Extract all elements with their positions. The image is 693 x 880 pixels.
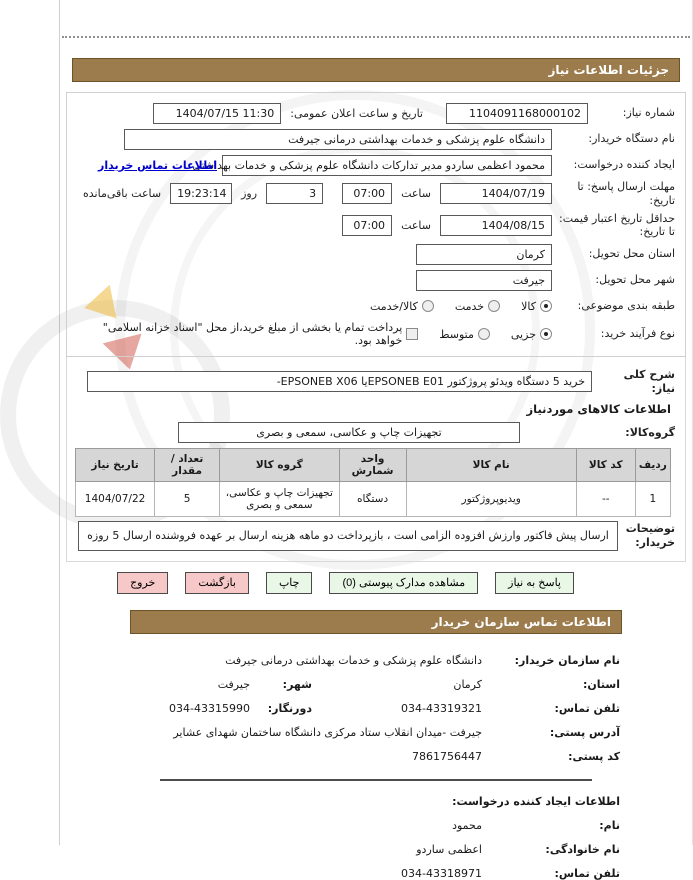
row-postal-code: [80, 750, 620, 763]
row-last-name: [80, 843, 620, 856]
checkbox-icon[interactable]: [406, 328, 418, 340]
radio-selected-icon[interactable]: [540, 300, 552, 312]
row-province-city: [80, 678, 620, 691]
details-section-header: جزئیات اطلاعات نیاز: [72, 58, 680, 82]
contact-city-value: جیرفت: [217, 677, 250, 691]
price-validity-label: حداقل تاریخ اعتبار قیمت: تا تاریخ:: [559, 211, 675, 239]
row-creator-phone: [80, 867, 620, 880]
cell-row-number: 1: [635, 481, 670, 516]
delivery-city-field[interactable]: جیرفت: [416, 270, 552, 291]
category-option-goods-service[interactable]: [370, 300, 434, 313]
need-number-field[interactable]: 1104091168000102: [446, 103, 588, 124]
general-description-field[interactable]: خرید 5 دستگاه ویدئو پروژکتور EPSONEB E01یا EPSONEB X06-: [87, 371, 592, 392]
items-fieldset: [66, 357, 686, 562]
row-purchase-process: [77, 321, 675, 347]
postal-address-value: جیرفت -میدان انقلاب ستاد مرکزی دانشگاه ساختمان شهدای عشایر: [173, 725, 482, 739]
top-dotted-divider: [62, 0, 690, 38]
radio-icon[interactable]: [478, 328, 490, 340]
request-creator-label: ایجاد کننده درخواست:: [573, 158, 675, 172]
radio-selected-icon[interactable]: [540, 328, 552, 340]
row-general-description: [77, 368, 675, 396]
goods-group-label: گروه‌کالا:: [625, 425, 675, 439]
col-item-name: نام کالا: [406, 448, 576, 481]
contact-phone-label: تلفن تماس:: [554, 701, 620, 715]
action-buttons-row: [60, 572, 574, 594]
row-subject-category: [77, 295, 675, 317]
required-items-header: اطلاعات کالاهای موردنیاز: [526, 401, 671, 416]
treasury-docs-option[interactable]: [93, 321, 418, 347]
row-goods-group: [77, 422, 675, 444]
table-row: [76, 481, 671, 516]
col-item-group: گروه کالا: [220, 448, 340, 481]
creator-phone-label: تلفن تماس:: [554, 866, 620, 880]
category-option-service[interactable]: [455, 300, 500, 313]
treasury-docs-label: پرداخت تمام یا بخشی از مبلغ خرید،از محل "اسناد خزانه اسلامی" خواهد بود.: [102, 321, 403, 347]
postal-code-label: کد پستی:: [568, 749, 620, 763]
remaining-hours-label: ساعت باقی‌مانده: [83, 187, 162, 201]
col-item-code: کد کالا: [576, 448, 635, 481]
row-delivery-city: [77, 269, 675, 291]
items-table: [75, 448, 671, 517]
subject-category-label: طبقه بندی موضوعی:: [577, 299, 675, 313]
need-number-label: شماره نیاز:: [622, 106, 675, 120]
category-option-goods-service-label: کالا/خدمت: [370, 299, 418, 313]
cell-unit: دستگاه: [339, 481, 406, 516]
request-creator-info-header: اطلاعات ایجاد کننده درخواست:: [452, 794, 620, 808]
deadline-hour-label: ساعت: [401, 187, 431, 201]
buyer-notes-label: توضیحات خریدار:: [625, 521, 675, 549]
contact-city-label: شهر:: [282, 677, 312, 691]
response-deadline-date-field[interactable]: 1404/07/19: [440, 183, 552, 204]
col-row-number: ردیف: [635, 448, 670, 481]
cell-quantity: 5: [155, 481, 220, 516]
exit-button[interactable]: خروج: [117, 572, 168, 594]
cell-item-name: ویدیوپروژکتور: [406, 481, 576, 516]
goods-group-field[interactable]: تجهیزات چاپ و عکاسی، سمعی و بصری: [178, 422, 520, 443]
response-deadline-label: مهلت ارسال پاسخ: تا تاریخ:: [577, 180, 675, 207]
process-option-minor[interactable]: [511, 328, 552, 341]
purchase-process-label: نوع فرآیند خرید:: [600, 327, 675, 341]
process-option-medium-label: متوسط: [439, 327, 474, 341]
row-delivery-province: [77, 243, 675, 265]
last-name-value: اعظمی ساردو: [416, 842, 482, 856]
row-need-number: [77, 102, 675, 124]
items-table-header-row: [76, 448, 671, 481]
category-option-service-label: خدمت: [454, 299, 485, 313]
price-validity-date-field[interactable]: 1404/08/15: [440, 215, 552, 236]
contact-province-label: استان:: [583, 677, 620, 691]
row-phone-fax: [80, 702, 620, 715]
category-option-goods[interactable]: [521, 300, 552, 313]
announce-datetime-field[interactable]: 1404/07/15 11:30: [153, 103, 281, 124]
buyer-notes-field[interactable]: ارسال پیش فاکتور وارزش افزوده الزامی است ، بازپرداخت دو ماهه هزینه ارسال بر عهده فروشنده ارسال 5 روزه: [78, 521, 618, 551]
section-divider: [160, 779, 592, 781]
radio-icon[interactable]: [422, 300, 434, 312]
col-need-date: تاریخ نیاز: [76, 448, 155, 481]
org-name-label: نام سازمان خریدار:: [514, 653, 620, 667]
delivery-province-label: استان محل تحویل:: [588, 247, 675, 261]
request-creator-field[interactable]: محمود اعظمی ساردو مدیر تدارکات دانشگاه علوم پزشکی و خدمات بهداشتی: [222, 155, 552, 176]
row-request-creator: [77, 154, 675, 176]
row-buyer-notes: [77, 521, 675, 551]
radio-icon[interactable]: [488, 300, 500, 312]
buyer-org-label: نام دستگاه خریدار:: [588, 132, 675, 146]
process-option-minor-label: جزیی: [510, 327, 536, 341]
first-name-value: محمود: [452, 818, 482, 832]
row-price-validity: [77, 212, 675, 240]
creator-phone-value: 034-43318971: [401, 866, 482, 880]
contact-section-header: اطلاعات تماس سازمان خریدار: [130, 610, 622, 634]
view-attachments-button[interactable]: مشاهده مدارک پیوستی (0): [329, 572, 478, 594]
col-quantity: تعداد / مقدار: [155, 448, 220, 481]
contact-province-value: کرمان: [453, 677, 482, 691]
last-name-label: نام خانوادگی:: [545, 842, 620, 856]
contact-fax-label: دورنگار:: [267, 701, 312, 715]
contact-phone-value: 034-43319321: [401, 701, 482, 715]
remaining-time-field: 19:23:14: [170, 183, 232, 204]
response-deadline-time-field[interactable]: 07:00: [342, 183, 392, 204]
price-validity-time-field[interactable]: 07:00: [342, 215, 392, 236]
row-first-name: [80, 819, 620, 832]
category-option-goods-label: کالا: [521, 299, 536, 313]
contact-fax-value: 034-43315990: [169, 701, 250, 715]
need-details-page: [59, 0, 693, 880]
row-buyer-org: [77, 128, 675, 150]
org-name-value: دانشگاه علوم پزشکی و خدمات بهداشتی درمانی جیرفت: [225, 653, 482, 667]
delivery-province-field[interactable]: کرمان: [416, 244, 552, 265]
first-name-label: نام:: [599, 818, 620, 832]
process-option-medium[interactable]: [439, 328, 490, 341]
general-description-label: شرح کلی نیاز:: [623, 368, 675, 395]
print-button[interactable]: چاپ: [266, 572, 313, 594]
back-button[interactable]: بازگشت: [185, 572, 249, 594]
buyer-contact-link[interactable]: اطلاعات تماس خریدار: [97, 158, 217, 172]
row-postal-address: [80, 726, 620, 739]
need-info-fieldset: [66, 92, 686, 357]
col-unit: واحد شمارش: [339, 448, 406, 481]
cell-item-code: --: [576, 481, 635, 516]
validity-hour-label: ساعت: [401, 218, 431, 232]
remaining-days-field: 3: [266, 183, 323, 204]
postal-code-value: 7861756447: [412, 749, 482, 763]
postal-address-label: آدرس پستی:: [549, 725, 620, 739]
row-response-deadline: [77, 180, 675, 208]
days-label: روز: [241, 187, 258, 201]
buyer-org-field[interactable]: دانشگاه علوم پزشکی و خدمات بهداشتی درمانی جیرفت: [124, 129, 552, 150]
delivery-city-label: شهر محل تحویل:: [595, 273, 675, 287]
respond-to-need-button[interactable]: پاسخ به نیاز: [495, 572, 574, 594]
cell-need-date: 1404/07/22: [76, 481, 155, 516]
announce-datetime-label: تاریخ و ساعت اعلان عمومی:: [290, 106, 423, 120]
row-org-name: [80, 654, 620, 667]
cell-item-group: تجهیزات چاپ و عکاسی، سمعی و بصری: [220, 481, 340, 516]
